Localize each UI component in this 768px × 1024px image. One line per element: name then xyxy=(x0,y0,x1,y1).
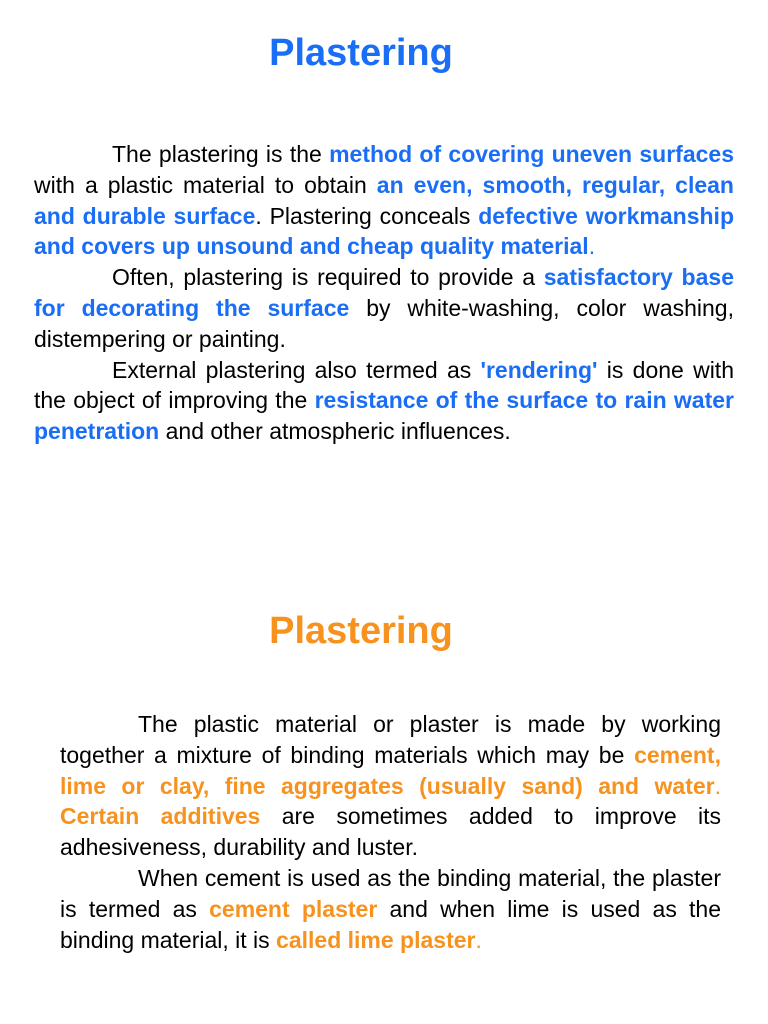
text-run: External plastering also termed as xyxy=(112,356,481,383)
highlight-conceals: defective workmanship and covers up unsound and cheap quality material xyxy=(34,202,734,260)
text-run: is done with the object of improving the xyxy=(34,356,734,414)
slide-1-title: Plastering xyxy=(269,32,453,74)
slide-1-paragraph-2 xyxy=(34,262,734,354)
text-run: with a plastic material to obtain xyxy=(34,171,377,198)
highlight-definition: method of covering uneven surfaces xyxy=(329,141,734,167)
slide-2-paragraph-1 xyxy=(60,709,721,863)
text-run: are sometimes added to improve its adhesiveness, durability and luster. xyxy=(60,803,721,861)
highlight-surface-qualities: an even, smooth, regular, clean and durable surface xyxy=(34,171,734,229)
highlight-resistance: resistance of the surface to rain water penetration xyxy=(34,387,734,445)
text-run: The plastic material or plaster is made by working together a mixture of binding materials which may be xyxy=(60,711,721,768)
slide-1-paragraph-1 xyxy=(34,139,734,262)
highlight-ingredients: cement, lime or clay, fine aggregates (usually sand) and water xyxy=(60,741,721,799)
slide-2 xyxy=(0,512,768,1024)
text-run: and other atmospheric influences. xyxy=(159,418,511,445)
text-run: . xyxy=(714,772,721,799)
text-run: . Plastering conceals xyxy=(255,202,479,229)
text-run: The plastering is the xyxy=(112,141,330,167)
text-run: by white-washing, color washing, distempering or painting. xyxy=(34,294,734,352)
text-run: . xyxy=(588,233,596,260)
slide-1-paragraph-3 xyxy=(34,355,734,447)
highlight-cement-plaster: cement plaster xyxy=(209,895,378,922)
highlight-lime-plaster: called lime plaster xyxy=(276,926,476,953)
slide-2-body xyxy=(60,709,721,955)
text-run: . xyxy=(475,926,482,953)
highlight-additives: Certain additives xyxy=(60,803,261,830)
slide-2-title: Plastering xyxy=(269,610,453,652)
slide-2-paragraph-2 xyxy=(60,863,721,955)
highlight-rendering: 'rendering' xyxy=(480,356,598,383)
text-run: When cement is used as the binding material, the plaster is termed as xyxy=(60,864,721,922)
slide-1-body xyxy=(34,139,734,447)
text-run: and when lime is used as the binding material, it is xyxy=(60,895,721,953)
highlight-decorating-base: satisfactory base for decorating the surface xyxy=(34,264,734,321)
text-run: Often, plastering is required to provide a xyxy=(112,264,544,291)
